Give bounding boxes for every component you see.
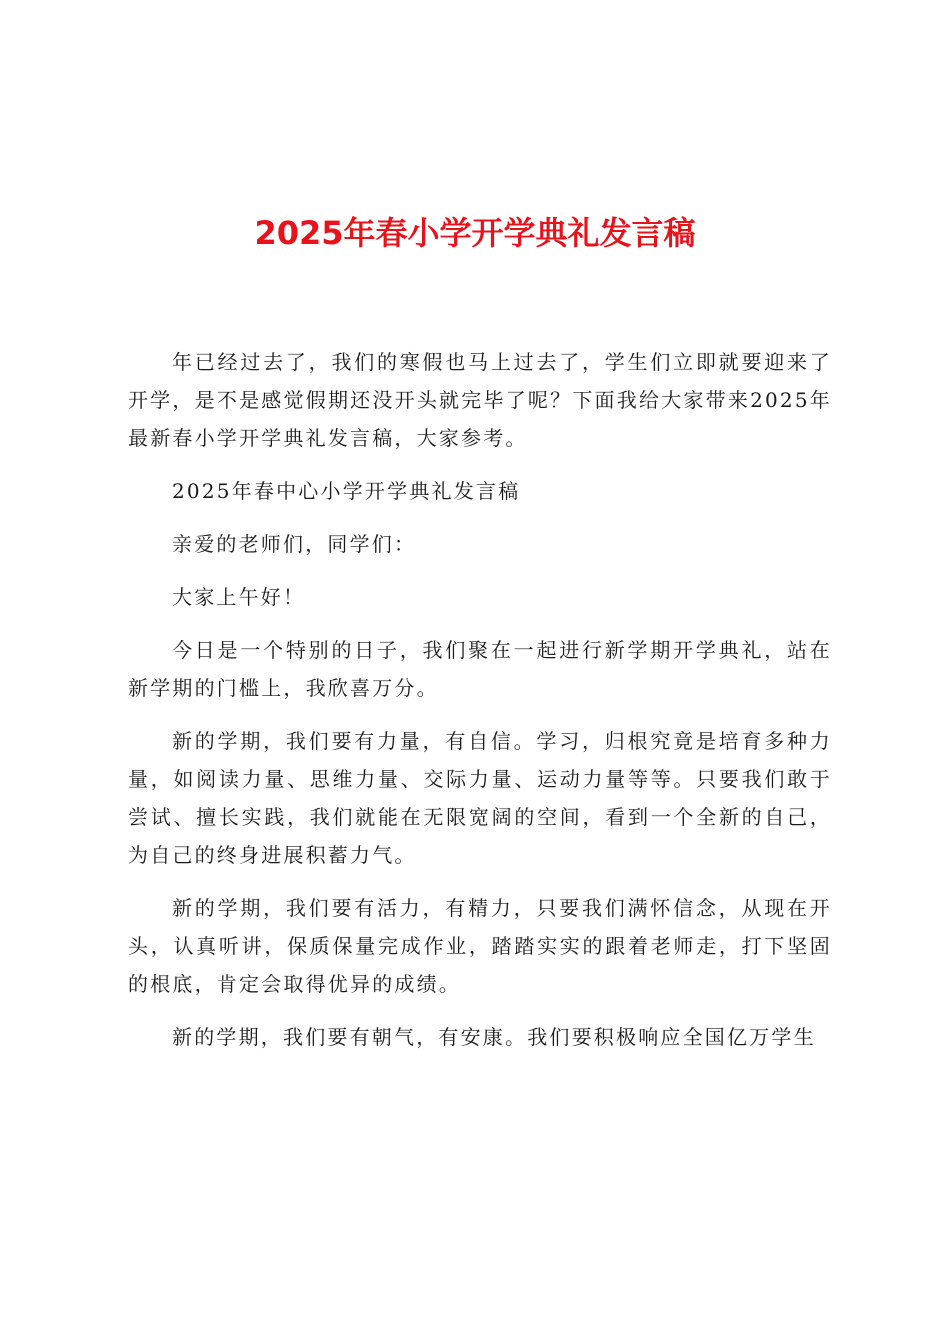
paragraph-intro: 年已经过去了，我们的寒假也马上过去了，学生们立即就要迎来了开学，是不是感觉假期还没开头就完毕了呢？下面我给大家带来2025年最新春小学开学典礼发言稿，大家参考。	[128, 350, 832, 450]
paragraph-salutation: 亲爱的老师们，同学们：	[172, 532, 417, 556]
paragraph-health: 新的学期，我们要有朝气，有安康。我们要积极响应全国亿万学生	[172, 1025, 816, 1049]
paragraph-ability: 新的学期，我们要有力量，有自信。学习，归根究竟是培育多种力量，如阅读力量、思维力量、交际力量、运动力量等等。只要我们敢于尝试、擅长实践，我们就能在无限宽阔的空间，看到一个全新的自己，为自己的终身进展积蓄力气。	[128, 729, 832, 867]
paragraph-today: 今日是一个特别的日子，我们聚在一起进行新学期开学典礼，站在新学期的门槛上，我欣喜万分。	[128, 638, 832, 700]
document-body	[128, 343, 832, 1071]
paragraph-energy: 新的学期，我们要有活力，有精力，只要我们满怀信念，从现在开头，认真听讲，保质保量完成作业，踏踏实实的跟着老师走，打下坚固的根底，肯定会取得优异的成绩。	[128, 896, 832, 996]
document-title: 2025年春小学开学典礼发言稿	[254, 214, 696, 252]
paragraph-subtitle: 2025年春中心小学开学典礼发言稿	[172, 479, 521, 503]
paragraph-greeting: 大家上午好！	[172, 585, 306, 609]
